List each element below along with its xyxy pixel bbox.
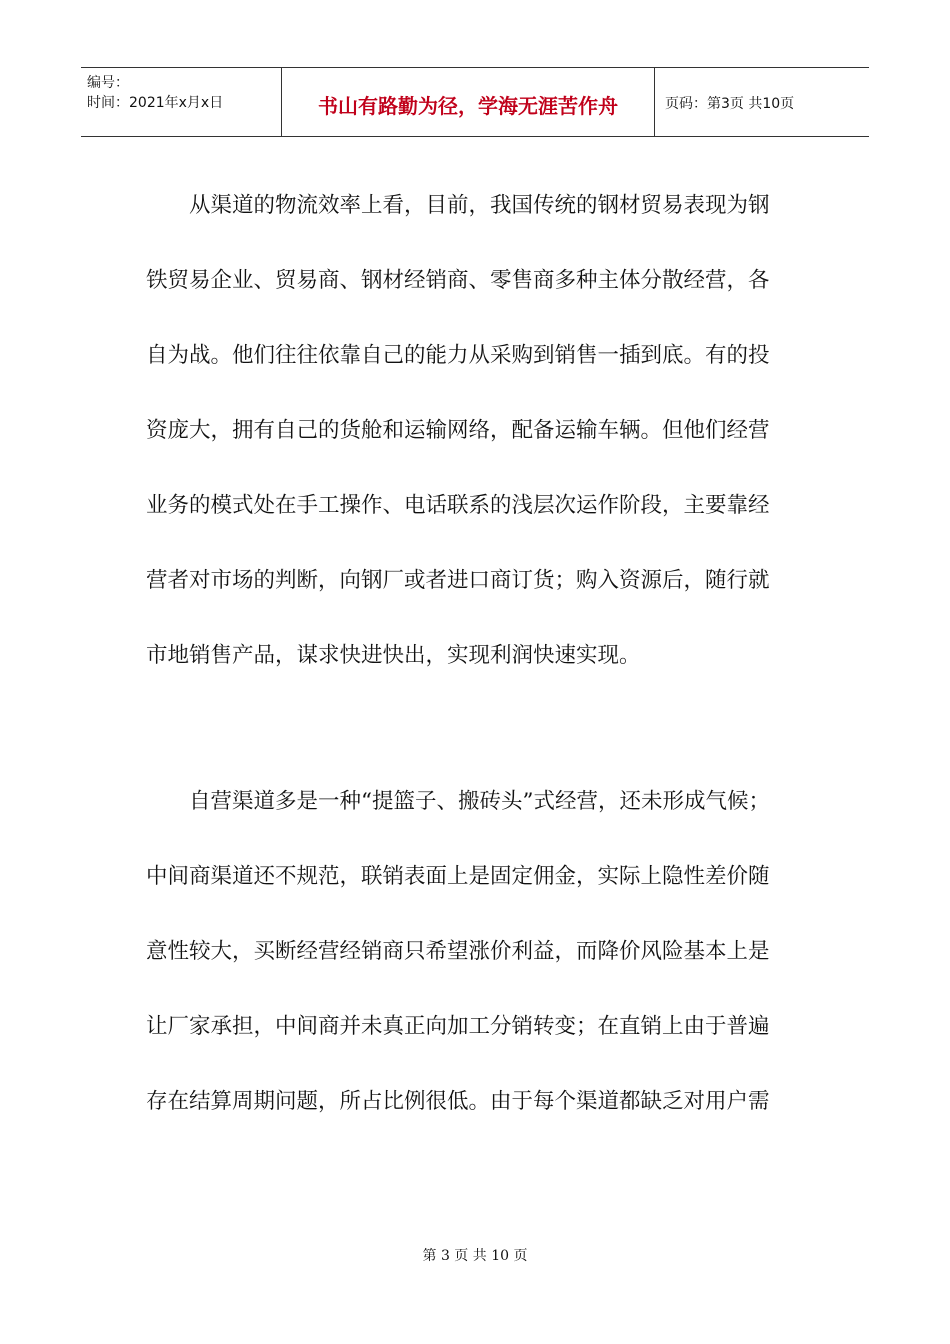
paragraph-line: 营者对市场的判断，向钢厂或者进口商订货；购入资源后，随行就 (146, 568, 770, 593)
date-label: 时间：2021年x月x日 (87, 95, 224, 111)
paragraph-line: 业务的模式处在手工操作、电话联系的浅层次运作阶段，主要靠经 (146, 493, 770, 518)
header-page-info: 页码：第3页 共10页 (665, 96, 795, 112)
paragraph-line: 自营渠道多是一种“提篮子、搬砖头”式经营，还未形成气候； (189, 789, 770, 814)
paragraph-line: 从渠道的物流效率上看，目前，我国传统的钢材贸易表现为钢 (189, 193, 770, 218)
motto-text: 书山有路勤为径，学海无涯苦作舟 (318, 94, 618, 118)
serial-number-label: 编号： (87, 75, 129, 91)
paragraph-line: 资庞大，拥有自己的货舱和运输网络，配备运输车辆。但他们经营 (146, 418, 770, 443)
paragraph-line: 市地销售产品，谋求快进快出，实现利润快速实现。 (146, 643, 641, 668)
paragraph-1 (146, 168, 806, 693)
paragraph-line: 中间商渠道还不规范，联销表面上是固定佣金，实际上隐性差价随 (146, 864, 770, 889)
paragraph-line: 意性较大，买断经营经销商只希望涨价利益，而降价风险基本上是 (146, 939, 770, 964)
paragraph-line: 自为战。他们往往依靠自己的能力从采购到销售一插到底。有的投 (146, 343, 770, 368)
header-page-cell (655, 68, 869, 136)
paragraph-line: 让厂家承担，中间商并未真正向加工分销转变；在直销上由于普遍 (146, 1014, 770, 1039)
document-body (146, 168, 806, 1139)
page-footer: 第 3 页 共 10 页 (422, 1248, 528, 1264)
paragraph-gap (146, 693, 806, 764)
paragraph-line: 铁贸易企业、贸易商、钢材经销商、零售商多种主体分散经营，各 (146, 268, 770, 293)
paragraph-2 (146, 764, 806, 1139)
header-motto-cell (282, 68, 655, 136)
header-meta-cell (81, 68, 282, 136)
paragraph-line: 存在结算周期问题，所占比例很低。由于每个渠道都缺乏对用户需 (146, 1089, 770, 1114)
page-header (81, 67, 869, 137)
